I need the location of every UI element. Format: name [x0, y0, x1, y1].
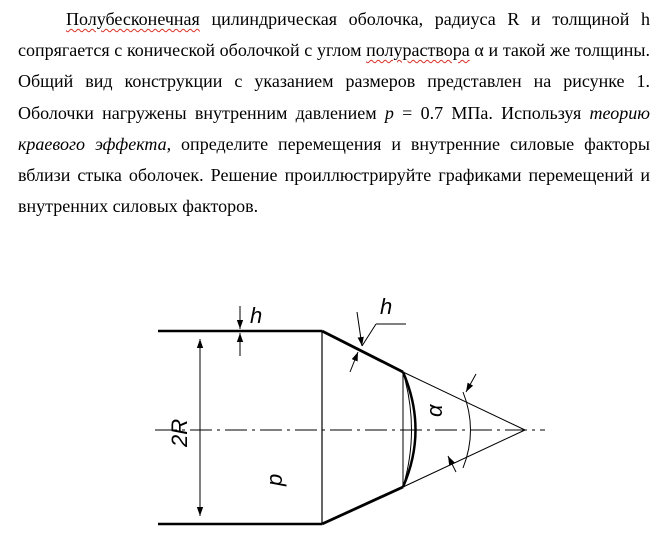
dim-h-cone-label: h — [380, 294, 393, 319]
theory-name: теорию краевого эффекта — [18, 102, 650, 154]
text-segment: цилиндрическая оболочка, радиуса R и толщиной h сопрягается с конической оболочкой с углом — [18, 9, 650, 61]
cone-top-thin — [403, 372, 525, 430]
dim-h-label: h — [250, 303, 263, 328]
dim-h-cone-shelf-link — [362, 324, 376, 346]
dim-h-cone-arrow2 — [350, 352, 358, 372]
text-segment: α и такой же толщины. Общий вид конструкции с указанием размеров представлен на рисунке 1. Оболочки нагружены внутренним давлением — [18, 40, 650, 123]
pressure-variable: p — [384, 102, 394, 123]
text-segment: , определите перемещения и внутренние силовые факторы вблизи стыка оболочек. Решение проиллюстрируйте графиками перемещений и внутренних силовых факторов. — [18, 133, 651, 217]
spelling-flagged-word: Полубесконечная — [66, 9, 200, 29]
angle-alpha-tick-top — [466, 374, 476, 392]
pressure-value: = 0.7 МПа. Используя — [393, 102, 590, 123]
angle-alpha-tick-bottom — [448, 456, 456, 472]
cone-top-wall — [322, 331, 403, 372]
cone-bottom-wall — [322, 487, 403, 524]
dim-2r-label: 2R — [167, 418, 192, 447]
pressure-label: p — [262, 473, 287, 486]
angle-alpha-label: α — [422, 404, 447, 417]
cone-bottom-thin — [403, 430, 525, 487]
spelling-flagged-word: полураствора — [366, 40, 470, 61]
dim-h-cone-leader — [357, 312, 362, 346]
